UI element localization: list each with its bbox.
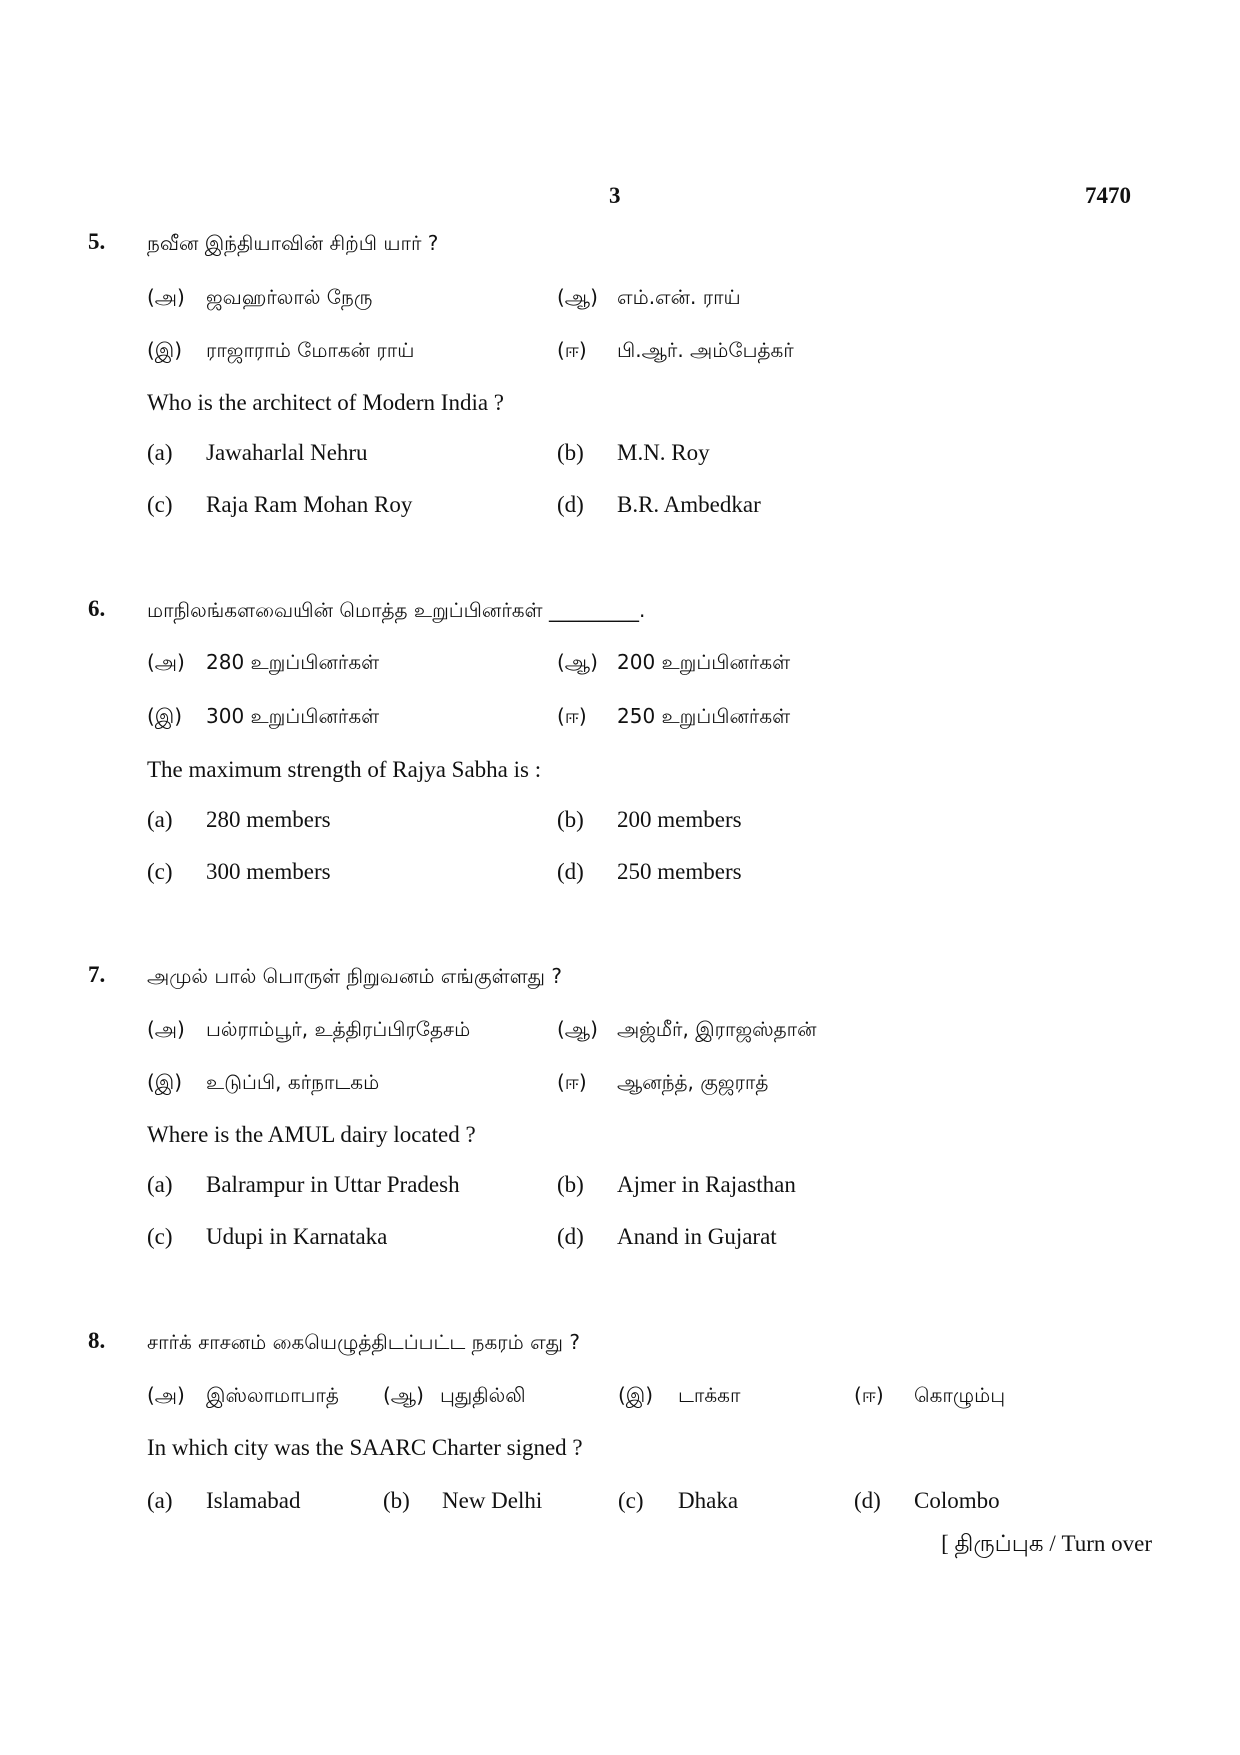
tamil-option-label: (ஈ) bbox=[854, 1383, 884, 1407]
tamil-option-text: 300 உறுப்பினர்கள் bbox=[206, 704, 380, 728]
question-number: 6. bbox=[88, 596, 106, 621]
english-option-text: Ajmer in Rajasthan bbox=[617, 1172, 796, 1197]
tamil-option-label: (ஆ) bbox=[557, 650, 598, 674]
tamil-question-text: அமுல் பால் பொருள் நிறுவனம் எங்குள்ளது ? bbox=[147, 964, 562, 988]
english-option-label: (b) bbox=[383, 1488, 410, 1513]
tamil-option-label: (அ) bbox=[147, 285, 185, 309]
english-option-label: (c) bbox=[147, 1224, 173, 1249]
english-option-text: Dhaka bbox=[678, 1488, 739, 1513]
tamil-option-label: (ஈ) bbox=[557, 704, 587, 728]
english-option-label: (a) bbox=[147, 1172, 173, 1197]
exam-code: 7470 bbox=[1085, 183, 1131, 208]
english-option-label: (c) bbox=[618, 1488, 644, 1513]
page-number: 3 bbox=[609, 183, 621, 208]
english-question-text: In which city was the SAARC Charter signed ? bbox=[147, 1435, 583, 1460]
question-number: 5. bbox=[88, 229, 106, 254]
tamil-option-label: (இ) bbox=[147, 338, 183, 362]
tamil-option-label: (அ) bbox=[147, 650, 185, 674]
tamil-option-label: (அ) bbox=[147, 1017, 185, 1041]
tamil-option-text: கொழும்பு bbox=[914, 1383, 1006, 1407]
english-option-label: (d) bbox=[557, 1224, 584, 1249]
tamil-option-label: (ஆ) bbox=[557, 1017, 598, 1041]
tamil-option-label: (ஆ) bbox=[557, 285, 598, 309]
english-option-label: (c) bbox=[147, 859, 173, 884]
tamil-option-text: எம்.என். ராய் bbox=[617, 285, 741, 309]
tamil-option-label: (அ) bbox=[147, 1383, 185, 1407]
tamil-question-text: சார்க் சாசனம் கையெழுத்திடப்பட்ட நகரம் எது ? bbox=[147, 1330, 580, 1354]
tamil-option-label: (ஈ) bbox=[557, 1070, 587, 1094]
english-option-text: Udupi in Karnataka bbox=[206, 1224, 388, 1249]
english-option-label: (d) bbox=[557, 492, 584, 517]
english-question-text: Who is the architect of Modern India ? bbox=[147, 390, 505, 415]
english-option-label: (b) bbox=[557, 440, 584, 465]
english-question-text: The maximum strength of Rajya Sabha is : bbox=[147, 757, 542, 782]
question-number: 7. bbox=[88, 962, 106, 987]
english-option-text: Jawaharlal Nehru bbox=[206, 440, 368, 465]
tamil-option-text: பி.ஆர். அம்பேத்கர் bbox=[617, 338, 794, 362]
tamil-option-label: (இ) bbox=[147, 704, 183, 728]
english-option-label: (d) bbox=[557, 859, 584, 884]
tamil-option-label: (இ) bbox=[618, 1383, 654, 1407]
tamil-option-label: (இ) bbox=[147, 1070, 183, 1094]
english-option-label: (a) bbox=[147, 1488, 173, 1513]
english-option-text: 280 members bbox=[206, 807, 331, 832]
english-option-text: B.R. Ambedkar bbox=[617, 492, 761, 517]
tamil-option-text: அஜ்மீர், இராஜஸ்தான் bbox=[617, 1017, 817, 1041]
english-option-text: 200 members bbox=[617, 807, 742, 832]
english-option-label: (a) bbox=[147, 440, 173, 465]
tamil-option-text: 280 உறுப்பினர்கள் bbox=[206, 650, 380, 674]
turn-over-note: [ திருப்புக / Turn over bbox=[941, 1531, 1152, 1556]
english-option-text: Raja Ram Mohan Roy bbox=[206, 492, 413, 517]
tamil-option-text: இஸ்லாமாபாத் bbox=[206, 1383, 339, 1407]
tamil-option-label: (ஆ) bbox=[383, 1383, 424, 1407]
english-option-label: (c) bbox=[147, 492, 173, 517]
english-option-text: 300 members bbox=[206, 859, 331, 884]
tamil-option-text: உடுப்பி, கர்நாடகம் bbox=[206, 1070, 380, 1094]
tamil-option-text: 250 உறுப்பினர்கள் bbox=[617, 704, 791, 728]
tamil-option-text: ஆனந்த், குஜராத் bbox=[617, 1070, 769, 1094]
tamil-option-text: 200 உறுப்பினர்கள் bbox=[617, 650, 791, 674]
english-option-text: New Delhi bbox=[442, 1488, 543, 1513]
english-option-label: (b) bbox=[557, 1172, 584, 1197]
tamil-option-text: ஜவஹர்லால் நேரு bbox=[206, 285, 373, 309]
tamil-option-text: ராஜாராம் மோகன் ராய் bbox=[206, 338, 415, 362]
tamil-question-text: நவீன இந்தியாவின் சிற்பி யார் ? bbox=[147, 231, 439, 255]
english-option-text: Balrampur in Uttar Pradesh bbox=[206, 1172, 460, 1197]
english-option-text: Colombo bbox=[914, 1488, 1000, 1513]
tamil-option-text: டாக்கா bbox=[678, 1383, 741, 1407]
tamil-option-text: புதுதில்லி bbox=[440, 1383, 526, 1407]
tamil-option-text: பல்ராம்பூர், உத்திரப்பிரதேசம் bbox=[206, 1017, 471, 1041]
tamil-question-text: மாநிலங்களவையின் மொத்த உறுப்பினர்கள் _________. bbox=[147, 598, 646, 622]
tamil-option-label: (ஈ) bbox=[557, 338, 587, 362]
english-question-text: Where is the AMUL dairy located ? bbox=[147, 1122, 476, 1147]
question-number: 8. bbox=[88, 1328, 106, 1353]
english-option-label: (a) bbox=[147, 807, 173, 832]
english-option-label: (d) bbox=[854, 1488, 881, 1513]
english-option-text: 250 members bbox=[617, 859, 742, 884]
english-option-text: M.N. Roy bbox=[617, 440, 710, 465]
english-option-text: Islamabad bbox=[206, 1488, 301, 1513]
english-option-text: Anand in Gujarat bbox=[617, 1224, 777, 1249]
english-option-label: (b) bbox=[557, 807, 584, 832]
